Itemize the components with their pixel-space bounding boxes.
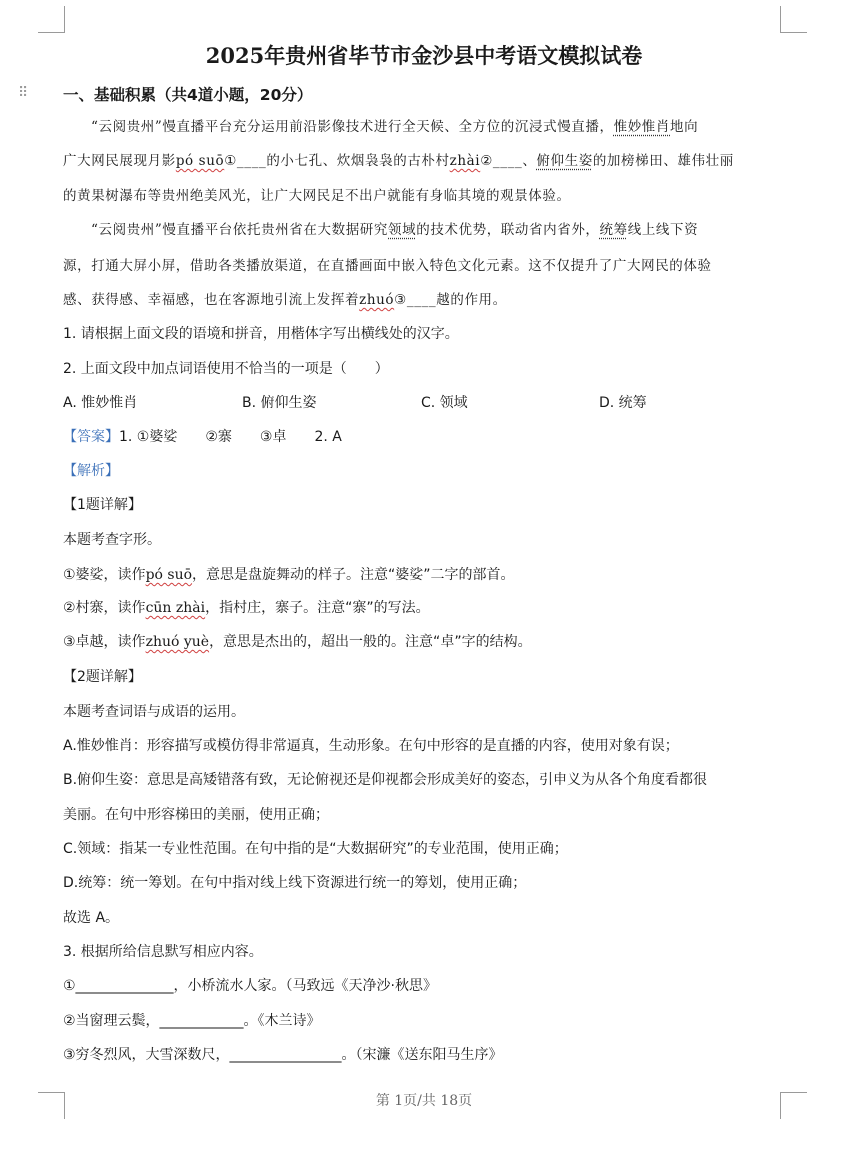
page-number: 第 1页/共 18页 (375, 1093, 473, 1109)
document-title: 2025年贵州省毕节市金沙县中考语文模拟试卷 (205, 43, 643, 68)
passage-text: ①____的小七孔、炊烟袅袅的古朴村 (224, 153, 450, 169)
question-2: 2. 上面文段中加点词语使用不恰当的一项是（ ） (63, 361, 389, 377)
answer-text: 1. ①婆娑 ②寨 ③卓 2. A (119, 429, 342, 445)
detail-text: ①婆娑，读作 (63, 567, 146, 583)
detail-text: ③卓越，读作 (63, 634, 146, 650)
passage-p2-line3 (63, 290, 783, 310)
analysis-label: 【解析】 (63, 463, 119, 479)
pinyin: pó suō (145, 567, 193, 583)
question-3-item-3: ③穷冬烈风，大雪深数尺，________________。（宋濂《送东阳马生序》 (63, 1047, 503, 1063)
pinyin: zhài (449, 153, 481, 169)
detail-1-label: 【1题详解】 (63, 497, 142, 513)
detail-1-item-3 (63, 632, 783, 652)
detail-2-conclusion: 故选 A。 (63, 910, 120, 926)
question-3-item-1: ①______________，小桥流水人家。（马致远《天净沙·秋思》 (63, 978, 437, 994)
passage-p1-line3: 的黄果树瀑布等贵州绝美风光，让广大网民足不出户就能有身临其境的观景体验。 (63, 188, 571, 204)
detail-2-d: D.统筹：统一筹划。在句中指对线上线下资源进行统一的筹划，使用正确； (63, 875, 527, 891)
dotted-word: 惟妙惟肖 (613, 119, 671, 135)
answer-line (63, 427, 783, 447)
passage-text: 线上线下资 (627, 222, 699, 238)
passage-p2-line2: 源，打通大屏小屏，借助各类播放渠道，在直播画面中嵌入特色文化元素。这不仅提升了广大网民的体验 (63, 258, 712, 274)
passage-text: 地向 (670, 119, 699, 135)
option-c: C. 领域 (421, 395, 468, 411)
pinyin: zhuó yuè (145, 634, 210, 650)
question-1: 1. 请根据上面文段的语境和拼音，用楷体字写出横线处的汉字。 (63, 326, 459, 342)
option-b: B. 俯仰生姿 (242, 395, 317, 411)
dotted-word: 俯仰生姿 (536, 153, 593, 169)
option-a: A. 惟妙惟肖 (63, 395, 138, 411)
detail-text: ，意思是盘旋舞动的样子。注意“婆娑”二字的部首。 (192, 567, 515, 583)
passage-text: 的技术优势，联动省内省外， (416, 222, 600, 238)
crop-mark-top-right (780, 6, 807, 33)
pinyin: pó suō (175, 153, 225, 169)
detail-1-item-2 (63, 598, 783, 618)
passage-text: 感、获得感、幸福感，也在客源地引流上发挥着 (63, 292, 360, 308)
detail-text: ，意思是杰出的，超出一般的。注意“卓”字的结构。 (209, 634, 532, 650)
detail-text: ②村寨，读作 (63, 600, 146, 616)
passage-text: “云阅贵州”慢直播平台充分运用前沿影像技术进行全天候、全方位的沉浸式慢直播， (91, 119, 614, 135)
drag-handle-icon[interactable]: ⠿ (18, 85, 28, 101)
detail-2-intro: 本题考查词语与成语的运用。 (63, 704, 245, 720)
passage-text: ②____、 (480, 153, 537, 169)
question-3: 3. 根据所给信息默写相应内容。 (63, 944, 263, 960)
detail-2-label: 【2题详解】 (63, 669, 142, 685)
answer-label: 【答案】 (63, 429, 119, 445)
passage-text: 广大网民展现月影 (63, 153, 176, 169)
pinyin: zhuó (359, 292, 395, 308)
detail-1-intro: 本题考查字形。 (63, 532, 161, 548)
detail-2-a: A.惟妙惟肖：形容描写或模仿得非常逼真，生动形象。在句中形容的是直播的内容，使用对象有误； (63, 738, 679, 754)
crop-mark-top-left (38, 6, 65, 33)
question-3-item-2: ②当窗理云鬓，____________。《木兰诗》 (63, 1013, 321, 1029)
dotted-word: 统筹 (599, 222, 628, 238)
passage-text: 的加榜梯田、雄伟壮丽 (592, 153, 734, 169)
passage-text: ③____越的作用。 (394, 292, 507, 308)
passage-p1-line1 (63, 117, 783, 137)
passage-p2-line1 (63, 220, 783, 240)
pinyin: cūn zhài (145, 600, 206, 616)
option-d: D. 统筹 (599, 395, 647, 411)
detail-2-b-line1: B.俯仰生姿：意思是高矮错落有致，无论俯视还是仰视都会形成美好的姿态，引申义为从各个角度看都很 (63, 772, 708, 788)
section-heading: 一、基础积累（共4道小题，20分） (63, 86, 313, 104)
detail-2-c: C.领域：指某一专业性范围。在句中指的是“大数据研究”的专业范围，使用正确； (63, 841, 568, 857)
passage-p1-line2 (63, 151, 783, 171)
detail-text: ，指村庄，寨子。注意“寨”的写法。 (205, 600, 430, 616)
passage-text: “云阅贵州”慢直播平台依托贵州省在大数据研究 (91, 222, 389, 238)
detail-2-b-line2: 美丽。在句中形容梯田的美丽，使用正确； (63, 807, 329, 823)
dotted-word: 领域 (388, 222, 417, 238)
detail-1-item-1 (63, 565, 783, 585)
